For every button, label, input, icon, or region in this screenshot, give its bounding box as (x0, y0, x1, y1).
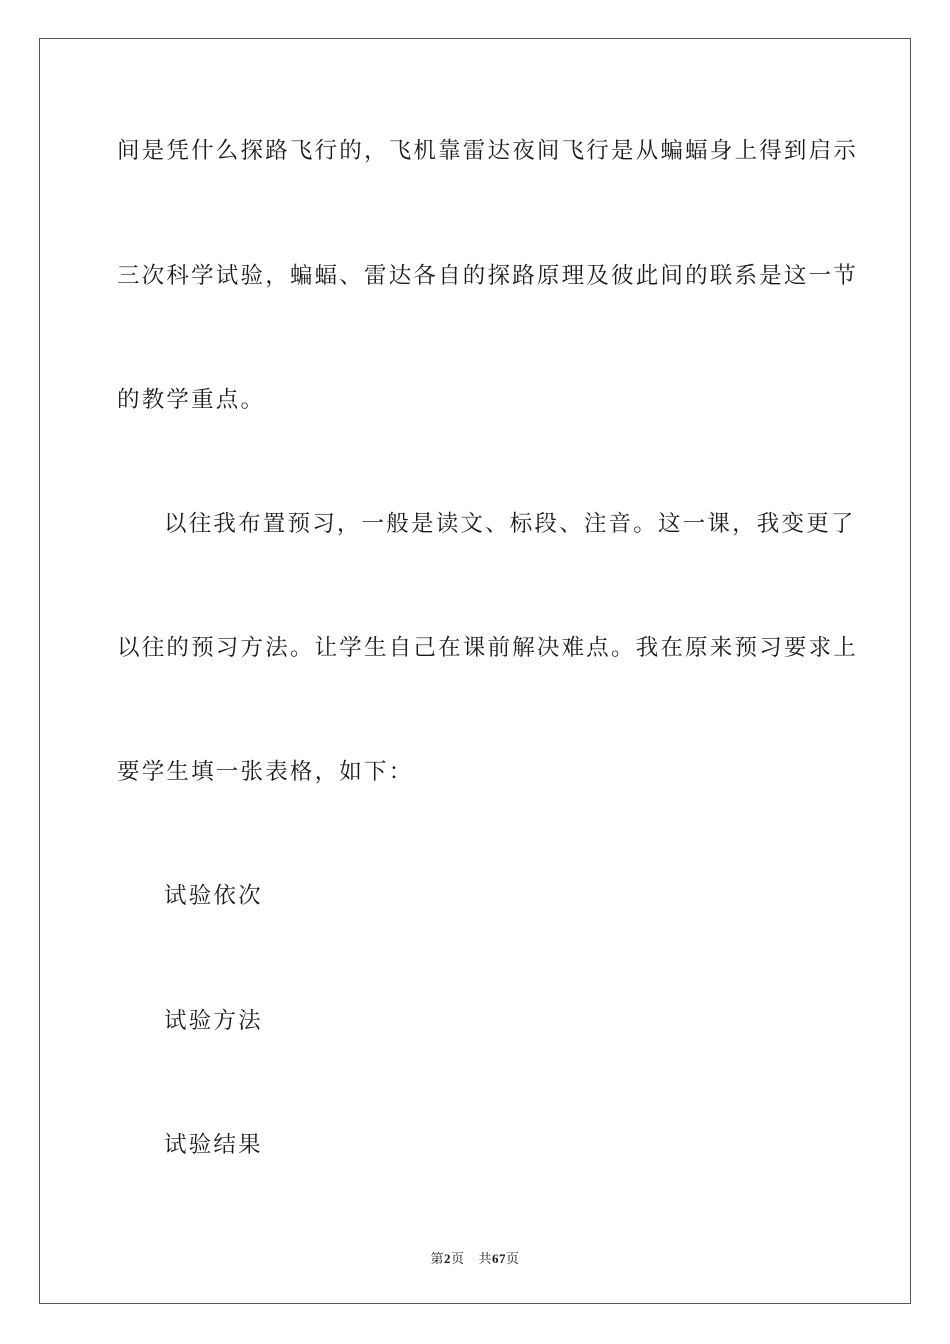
text-line-2: 三次科学试验，蝙蝠、雷达各自的探路原理及彼此间的联系是这一节 (117, 263, 859, 289)
footer-total-prefix: 共 (478, 1251, 493, 1266)
page-frame (39, 38, 911, 1304)
table-field-result: 试验结果 (164, 1132, 263, 1158)
footer-page-number: 2 (443, 1251, 451, 1266)
table-field-method: 试验方法 (164, 1008, 263, 1034)
footer-total-pages: 67 (492, 1251, 507, 1266)
text-line-5: 以往的预习方法。让学生自己在课前解决难点。我在原来预习要求上 (117, 635, 859, 661)
table-field-order: 试验依次 (164, 883, 263, 909)
footer-page-prefix: 第 (430, 1251, 444, 1266)
text-line-3: 的教学重点。 (117, 387, 266, 413)
page-footer (0, 1248, 950, 1267)
text-line-6: 要学生填一张表格，如下： (117, 759, 414, 785)
text-line-4: 以往我布置预习，一般是读文、标段、注音。这一课，我变更了 (164, 511, 856, 537)
text-line-1: 间是凭什么探路飞行的，飞机靠雷达夜间飞行是从蝙蝠身上得到启示 (117, 138, 859, 164)
footer-total-suffix: 页 (506, 1251, 520, 1266)
footer-page-suffix: 页 (450, 1251, 465, 1266)
